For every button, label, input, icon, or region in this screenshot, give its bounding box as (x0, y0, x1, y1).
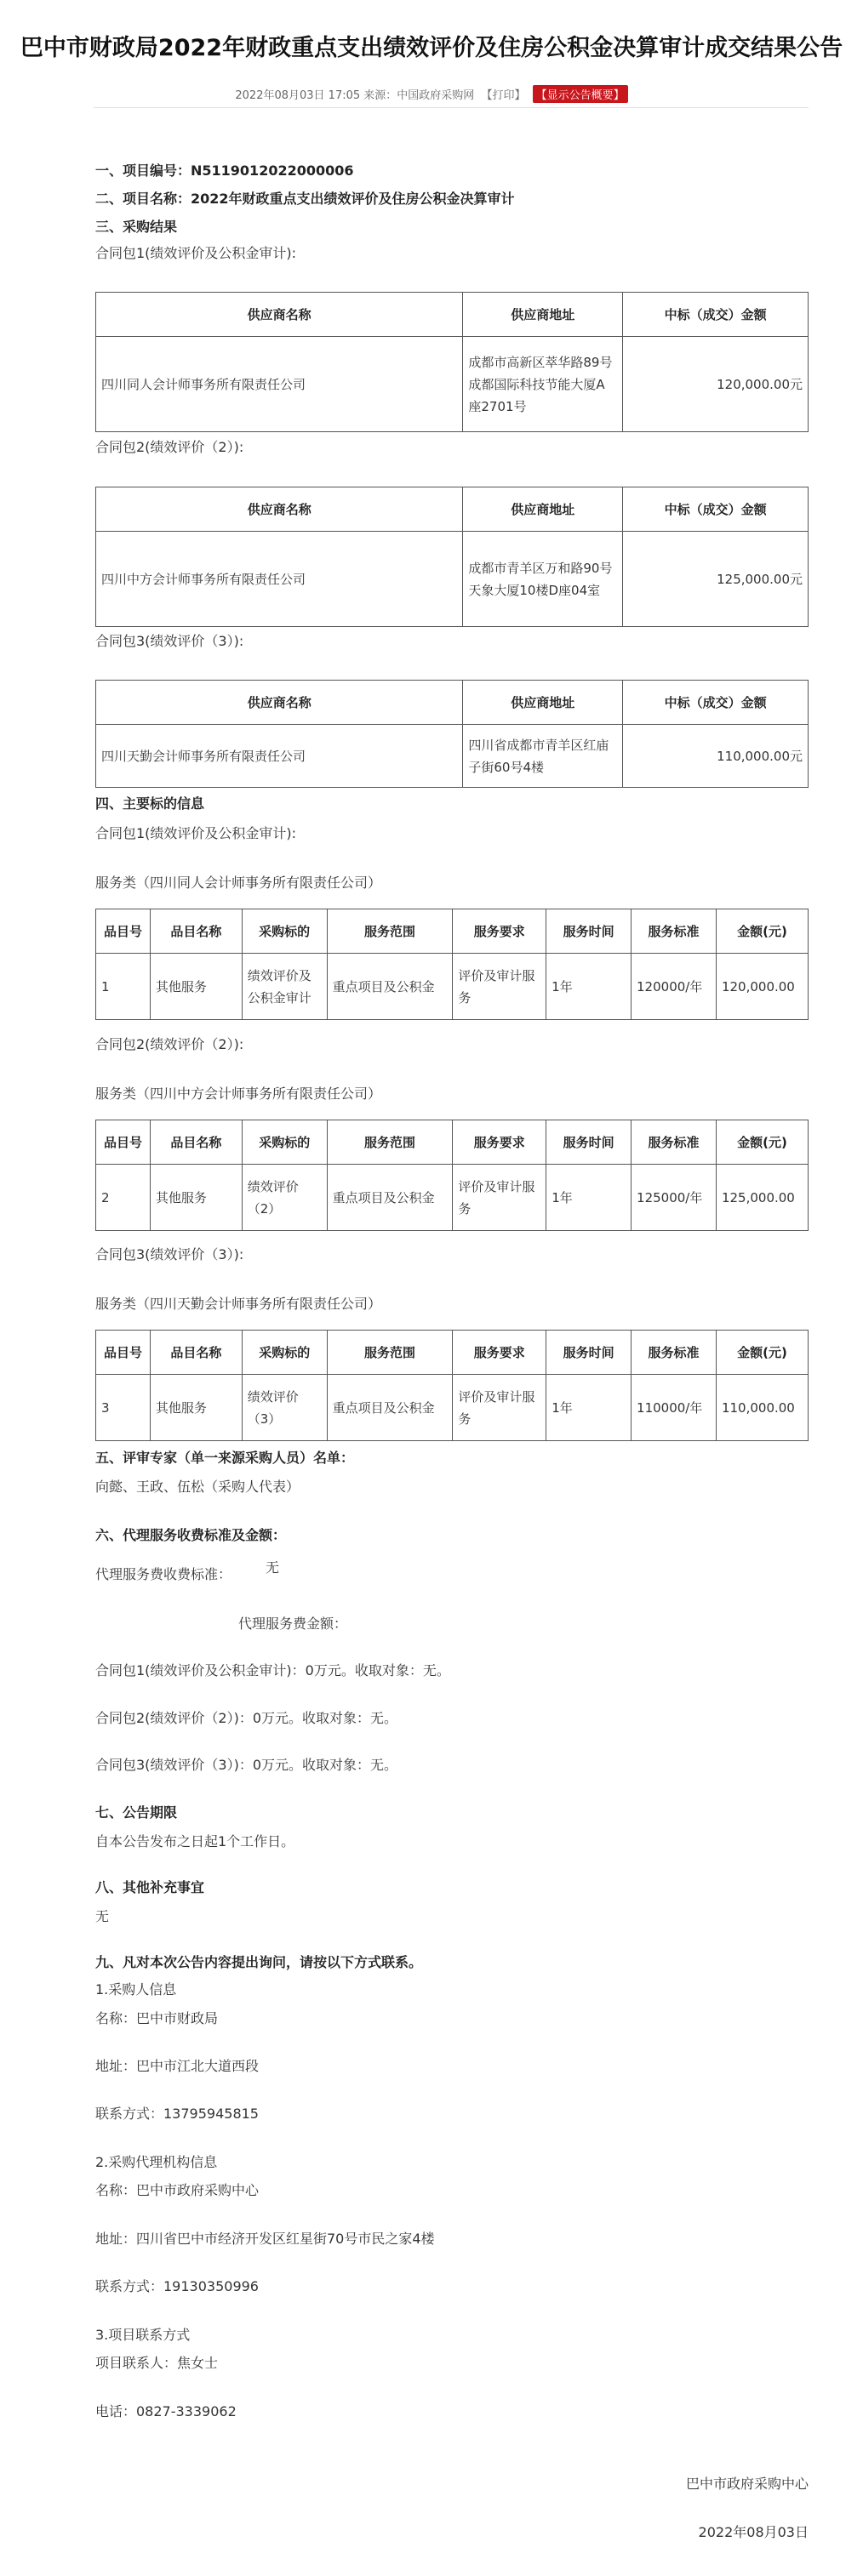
section-items-heading: 四、主要标的信息 (95, 795, 205, 812)
item-requirement-cell: 评价及审计服务 (453, 1375, 546, 1441)
fee-package-line: 合同包3(绩效评价（3）)：0万元。收取对象：无。 (95, 1757, 398, 1773)
section-experts-heading: 五、评审专家（单一来源采购人员）名单： (95, 1450, 355, 1466)
item-service-label: 服务类（四川同人会计师事务所有限责任公司） (95, 875, 382, 891)
title-divider (94, 107, 809, 108)
col-requirement: 服务要求 (453, 1331, 546, 1375)
award-amount-cell: 110,000.00元 (623, 725, 809, 788)
item-requirement-cell: 评价及审计服务 (453, 1165, 546, 1231)
result-table (95, 680, 809, 788)
col-supplier-address: 供应商地址 (463, 487, 623, 532)
item-subject-cell: 绩效评价及公积金审计 (242, 954, 327, 1020)
col-requirement: 服务要求 (453, 1120, 546, 1165)
col-amount: 金额(元) (716, 1120, 808, 1165)
supplier-name-cell: 四川天勤会计师事务所有限责任公司 (96, 725, 463, 788)
fee-package-line: 合同包2(绩效评价（2）)：0万元。收取对象：无。 (95, 1710, 398, 1726)
col-amount: 金额(元) (716, 1331, 808, 1375)
col-standard: 服务标准 (632, 909, 717, 954)
col-subject: 采购标的 (242, 909, 327, 954)
item-package-label: 合同包2(绩效评价（2）): (95, 1036, 244, 1052)
item-table (95, 909, 809, 1020)
item-scope-cell: 重点项目及公积金 (327, 1165, 453, 1231)
section-period-heading: 七、公告期限 (95, 1804, 178, 1821)
col-subject: 采购标的 (242, 1331, 327, 1375)
item-no-cell: 2 (96, 1165, 151, 1231)
supplier-name-cell: 四川中方会计师事务所有限责任公司 (96, 532, 463, 627)
section-project-name: 二、项目名称：2022年财政重点支出绩效评价及住房公积金决算审计 (95, 191, 515, 207)
section-contact-heading: 九、凡对本次公告内容提出询问，请按以下方式联系。 (95, 1954, 423, 1970)
result-package-label: 合同包3(绩效评价（3）): (95, 633, 244, 649)
col-requirement: 服务要求 (453, 909, 546, 954)
col-item-no: 品目号 (96, 1331, 151, 1375)
project-contact-person: 项目联系人：焦女士 (95, 2355, 219, 2371)
item-standard-cell: 120000/年 (632, 954, 717, 1020)
col-standard: 服务标准 (632, 1120, 717, 1165)
col-duration: 服务时间 (546, 1120, 632, 1165)
col-award-amount: 中标（成交）金额 (623, 487, 809, 532)
col-item-no: 品目号 (96, 1120, 151, 1165)
fee-amount-label: 代理服务费金额： (238, 1616, 348, 1632)
item-amount-cell: 110,000.00 (716, 1375, 808, 1441)
buyer-name: 名称：巴中市财政局 (95, 2010, 219, 2026)
agency-name: 名称：巴中市政府采购中心 (95, 2182, 260, 2198)
item-package-label: 合同包3(绩效评价（3）): (95, 1246, 244, 1262)
item-service-label: 服务类（四川中方会计师事务所有限责任公司） (95, 1086, 382, 1102)
supplier-address-cell: 四川省成都市青羊区红庙子街60号4楼 (463, 725, 623, 788)
col-subject: 采购标的 (242, 1120, 327, 1165)
section-project-number: 一、项目编号：N5119012022000006 (95, 162, 354, 179)
col-supplier-name: 供应商名称 (96, 681, 463, 725)
source-name: 中国政府采购网 (397, 89, 475, 102)
result-table (95, 487, 809, 627)
item-no-cell: 3 (96, 1375, 151, 1441)
result-table (95, 292, 809, 432)
other-matters-text: 无 (95, 1908, 110, 1924)
buyer-phone: 联系方式：13795945815 (95, 2106, 259, 2122)
col-scope: 服务范围 (327, 1331, 453, 1375)
supplier-address-cell: 成都市高新区萃华路89号成都国际科技节能大厦A座2701号 (463, 337, 623, 432)
col-award-amount: 中标（成交）金额 (623, 681, 809, 725)
buyer-heading: 1.采购人信息 (95, 1981, 177, 1998)
result-package-label: 合同包1(绩效评价及公积金审计): (95, 245, 297, 261)
result-package-label: 合同包2(绩效评价（2）): (95, 439, 244, 455)
item-requirement-cell: 评价及审计服务 (453, 954, 546, 1020)
item-subject-cell: 绩效评价（2） (242, 1165, 327, 1231)
signature-org: 巴中市政府采购中心 (685, 2476, 809, 2492)
fee-package-line: 合同包1(绩效评价及公积金审计)：0万元。收取对象：无。 (95, 1662, 450, 1678)
supplier-name-cell: 四川同人会计师事务所有限责任公司 (96, 337, 463, 432)
item-scope-cell: 重点项目及公积金 (327, 1375, 453, 1441)
item-standard-cell: 125000/年 (632, 1165, 717, 1231)
fee-standard-value: 无 (266, 1559, 280, 1576)
item-no-cell: 1 (96, 954, 151, 1020)
item-standard-cell: 110000/年 (632, 1375, 717, 1441)
col-award-amount: 中标（成交）金额 (623, 293, 809, 337)
col-amount: 金额(元) (716, 909, 808, 954)
fee-standard-label: 代理服务费收费标准： (95, 1566, 232, 1582)
award-amount-cell: 125,000.00元 (623, 532, 809, 627)
col-standard: 服务标准 (632, 1331, 717, 1375)
section-other-heading: 八、其他补充事宜 (95, 1879, 205, 1895)
item-amount-cell: 125,000.00 (716, 1165, 808, 1231)
col-duration: 服务时间 (546, 909, 632, 954)
col-supplier-name: 供应商名称 (96, 293, 463, 337)
source-label: 来源： (363, 89, 397, 102)
col-scope: 服务范围 (327, 1120, 453, 1165)
item-duration-cell: 1年 (546, 1375, 632, 1441)
col-item-name: 品目名称 (150, 1120, 242, 1165)
section-fee-heading: 六、代理服务收费标准及金额： (95, 1527, 287, 1543)
summary-toggle-button[interactable]: 【显示公告概要】 (533, 85, 628, 103)
item-service-label: 服务类（四川天勤会计师事务所有限责任公司） (95, 1296, 382, 1312)
col-item-no: 品目号 (96, 909, 151, 954)
item-name-cell: 其他服务 (150, 1165, 242, 1231)
buyer-address: 地址：巴中市江北大道西段 (95, 2058, 260, 2074)
item-table (95, 1330, 809, 1441)
item-amount-cell: 120,000.00 (716, 954, 808, 1020)
agency-phone: 联系方式：19130350996 (95, 2278, 259, 2294)
print-link[interactable]: 【打印】 (481, 89, 526, 102)
item-table (95, 1120, 809, 1231)
agency-heading: 2.采购代理机构信息 (95, 2154, 218, 2170)
col-item-name: 品目名称 (150, 1331, 242, 1375)
col-supplier-name: 供应商名称 (96, 487, 463, 532)
col-scope: 服务范围 (327, 909, 453, 954)
agency-address: 地址：四川省巴中市经济开发区红星街70号市民之家4楼 (95, 2231, 435, 2247)
item-name-cell: 其他服务 (150, 954, 242, 1020)
col-duration: 服务时间 (546, 1331, 632, 1375)
item-scope-cell: 重点项目及公积金 (327, 954, 453, 1020)
supplier-address-cell: 成都市青羊区万和路90号天象大厦10楼D座04室 (463, 532, 623, 627)
page-title: 巴中市财政局2022年财政重点支出绩效评价及住房公积金决算审计成交结果公告 (20, 35, 843, 61)
project-contact-heading: 3.项目联系方式 (95, 2327, 191, 2343)
item-name-cell: 其他服务 (150, 1375, 242, 1441)
award-amount-cell: 120,000.00元 (623, 337, 809, 432)
project-contact-phone: 电话：0827-3339062 (95, 2403, 237, 2419)
item-package-label: 合同包1(绩效评价及公积金审计): (95, 825, 297, 841)
signature-date: 2022年08月03日 (698, 2524, 809, 2540)
col-supplier-address: 供应商地址 (463, 293, 623, 337)
item-subject-cell: 绩效评价（3） (242, 1375, 327, 1441)
meta-line (0, 85, 863, 103)
col-supplier-address: 供应商地址 (463, 681, 623, 725)
section-results-heading: 三、采购结果 (95, 219, 178, 235)
publish-datetime: 2022年08月03日 17:05 (235, 89, 361, 102)
col-item-name: 品目名称 (150, 909, 242, 954)
item-duration-cell: 1年 (546, 954, 632, 1020)
item-duration-cell: 1年 (546, 1165, 632, 1231)
notice-period-text: 自本公告发布之日起1个工作日。 (95, 1833, 295, 1849)
experts-list: 向懿、王政、伍松（采购人代表） (95, 1479, 300, 1495)
